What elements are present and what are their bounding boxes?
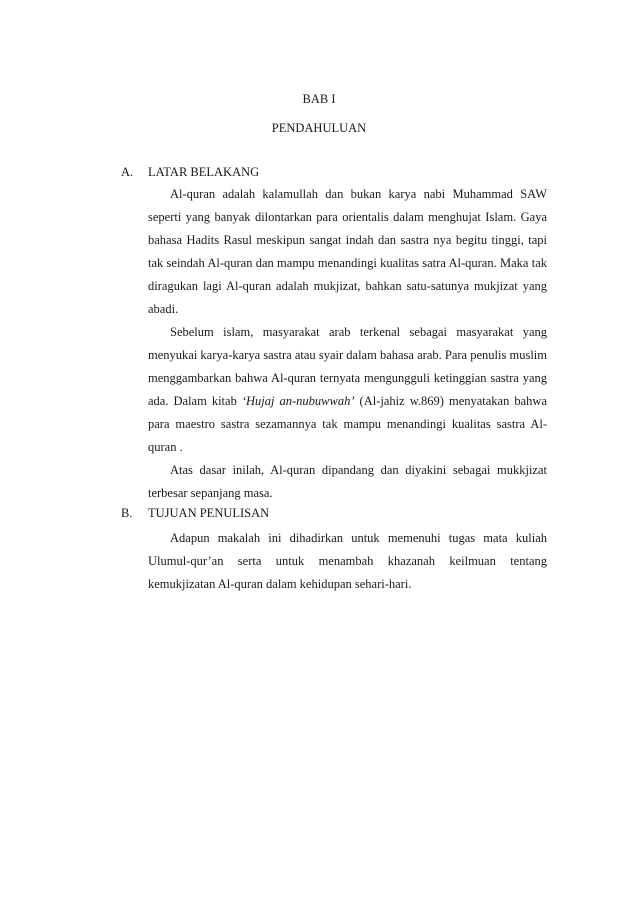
section-heading-text: LATAR BELAKANG (148, 165, 260, 179)
chapter-number: BAB I (302, 92, 336, 106)
paragraph-text: (Al-jahiz w.869) menyatakan bahwa para maestro sastra sezamannya tak mampu menandingi kualitas sastra Al-quran . (148, 394, 547, 454)
chapter-title: PENDAHULUAN (271, 121, 367, 135)
section-heading-text: TUJUAN PENULISAN (148, 506, 270, 520)
section-heading-tujuan-penulisan (121, 505, 421, 521)
paragraph: Atas dasar inilah, Al-quran dipandang dan diyakini sebagai mukkjizat terbesar sepanjang masa. (148, 463, 547, 500)
paragraph: Adapun makalah ini dihadirkan untuk memenuhi tugas mata kuliah Ulumul-qur’an serta untuk menambah khazanah keilmuan tentang kemukjizatan Al-quran dalam kehidupan sehari-hari. (148, 531, 547, 591)
paragraph: Al-quran adalah kalamullah dan bukan karya nabi Muhammad SAW seperti yang banyak dilontarkan para orientalis dalam menghujat Islam. Gaya bahasa Hadits Rasul meskipun sangat indah dan sastra nya begitu tinggi, tapi tak seindah Al-quran dan mampu menandingi kualitas satra Al-quran. Maka tak diragukan lagi Al-quran adalah mukjizat, bahkan satu-satunya mukjizat yang abadi. (148, 187, 547, 316)
section-marker: A. (121, 165, 134, 179)
book-title: ‘Hujaj an-nubuwwah’ (241, 394, 355, 408)
paragraph-text: Sebelum islam, masyarakat arab terkenal sebagai masyarakat yang menyukai karya-karya sastra atau syair dalam bahasa arab. Para penulis muslim menggambarkan bahwa Al-quran ternyata mengungguli ketinggian sastra yang ada. Dalam kitab (148, 325, 547, 408)
section-marker: B. (121, 506, 133, 520)
section-body-tujuan-penulisan (148, 527, 547, 596)
section-heading-latar-belakang (121, 164, 421, 180)
paragraph (148, 321, 547, 459)
section-body-latar-belakang (148, 183, 547, 505)
